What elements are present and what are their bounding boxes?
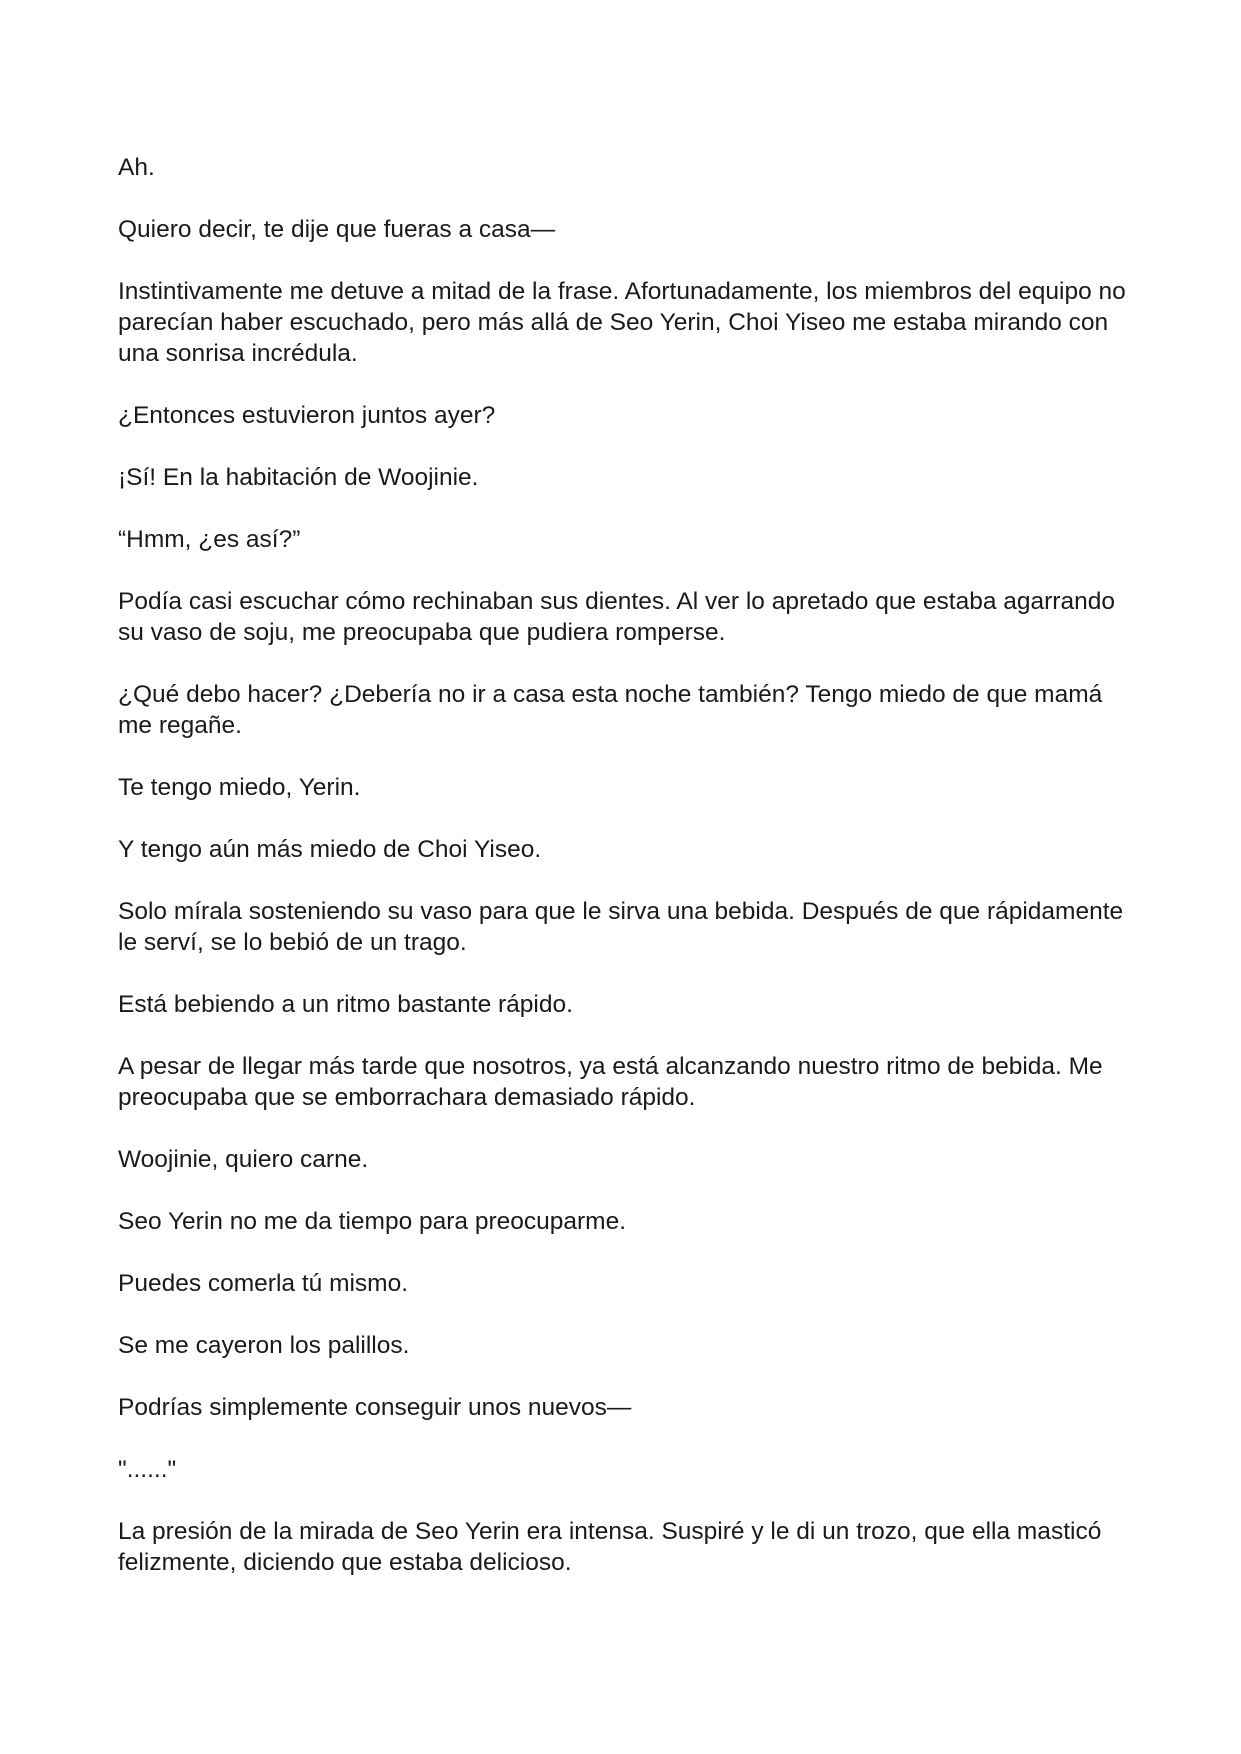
paragraph: Solo mírala sosteniendo su vaso para que le sirva una bebida. Después de que rápidamente le serví, se lo bebió de un trago. bbox=[118, 898, 1124, 956]
paragraph: Puedes comerla tú mismo. bbox=[118, 1270, 409, 1297]
paragraph: Podrías simplemente conseguir unos nuevos— bbox=[118, 1394, 632, 1421]
paragraph: Instintivamente me detuve a mitad de la frase. Afortunadamente, los miembros del equipo no parecían haber escuchado, pero más allá de Seo Yerin, Choi Yiseo me estaba mirando con una sonrisa incrédula. bbox=[118, 278, 1126, 367]
paragraph: ¿Entonces estuvieron juntos ayer? bbox=[118, 402, 496, 429]
paragraph: “Hmm, ¿es así?” bbox=[118, 526, 301, 553]
paragraph: Woojinie, quiero carne. bbox=[118, 1146, 369, 1173]
paragraph: Está bebiendo a un ritmo bastante rápido. bbox=[118, 991, 573, 1018]
paragraph: Seo Yerin no me da tiempo para preocuparme. bbox=[118, 1208, 627, 1235]
paragraph: La presión de la mirada de Seo Yerin era intensa. Suspiré y le di un trozo, que ella masticó felizmente, diciendo que estaba delicioso. bbox=[118, 1518, 1102, 1576]
paragraph: Y tengo aún más miedo de Choi Yiseo. bbox=[118, 836, 542, 863]
paragraph: ¿Qué debo hacer? ¿Debería no ir a casa esta noche también? Tengo miedo de que mamá me regañe. bbox=[118, 681, 1103, 739]
paragraph: Quiero decir, te dije que fueras a casa— bbox=[118, 216, 556, 243]
paragraph: Te tengo miedo, Yerin. bbox=[118, 774, 361, 801]
paragraph: Se me cayeron los palillos. bbox=[118, 1332, 410, 1359]
paragraph: ¡Sí! En la habitación de Woojinie. bbox=[118, 464, 479, 491]
paragraph: "......" bbox=[118, 1456, 177, 1483]
document-body bbox=[118, 152, 1128, 1609]
paragraph: Ah. bbox=[118, 154, 155, 181]
paragraph: Podía casi escuchar cómo rechinaban sus dientes. Al ver lo apretado que estaba agarrando su vaso de soju, me preocupaba que pudiera romperse. bbox=[118, 588, 1115, 646]
paragraph: A pesar de llegar más tarde que nosotros, ya está alcanzando nuestro ritmo de bebida. Me preocupaba que se emborrachara demasiado rápido. bbox=[118, 1053, 1103, 1111]
